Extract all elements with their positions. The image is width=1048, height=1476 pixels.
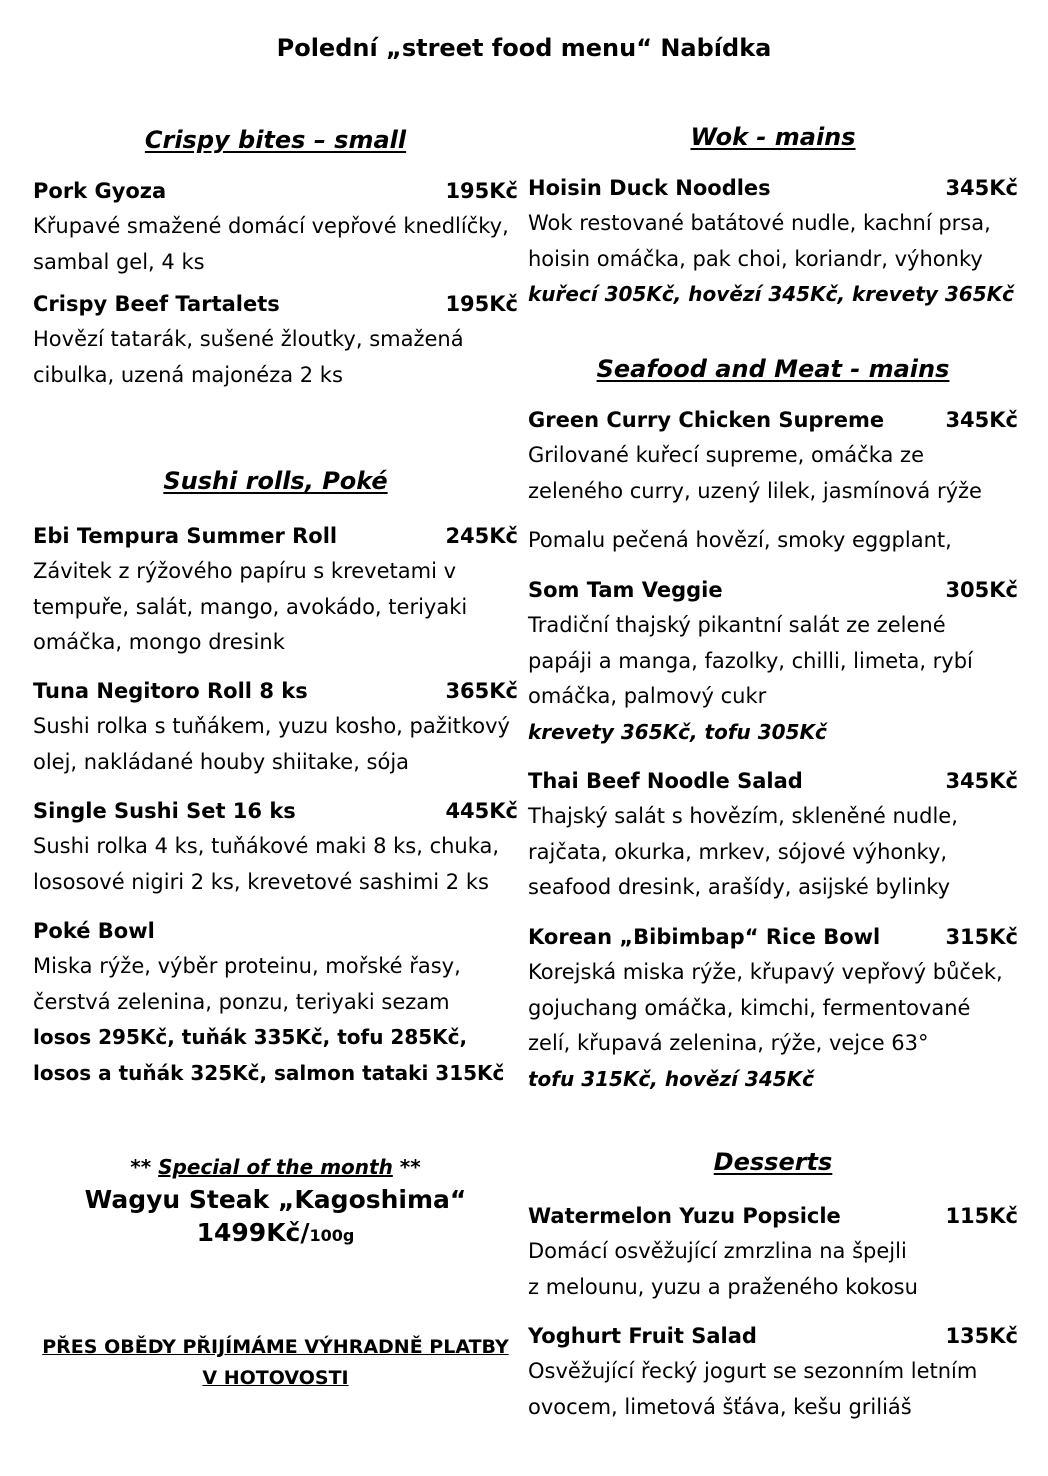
menu-item-watermelon-yuzu-popsicle [528, 1199, 1018, 1305]
menu-item-crispy-beef-tartalets [33, 287, 518, 393]
section-title-desserts: Desserts [713, 1148, 833, 1176]
item-variants: losos 295Kč, tuňák 335Kč, tofu 285Kč, [33, 1025, 468, 1049]
item-description: seafood dresink, arašídy, asijské bylinky [528, 875, 951, 899]
item-description: Thajský salát s hovězím, skleněné nudle, [528, 804, 958, 828]
special-label [33, 1155, 518, 1179]
page-title: Polední „street food menu“ Nabídka [276, 34, 772, 62]
item-price: 445Kč [445, 799, 518, 823]
item-description: rajčata, okurka, mrkev, sójové výhonky, [528, 839, 948, 864]
item-name: Hoisin Duck Noodles [528, 176, 771, 200]
payment-notice [33, 1332, 518, 1394]
item-description: hoisin omáčka, pak choi, koriandr, výhonky [528, 246, 983, 271]
item-description: Sushi rolka 4 ks, tuňákové maki 8 ks, chuka, [33, 834, 500, 858]
menu-item-green-curry-chicken [528, 403, 1018, 509]
item-description: zelí, křupavá zelenina, rýže, vejce 63° [528, 1031, 929, 1055]
item-description: gojuchang omáčka, kimchi, fermentované [528, 995, 971, 1020]
item-variants: losos a tuňák 325Kč, salmon tataki 315Kč [33, 1060, 505, 1085]
item-description: Sushi rolka s tuňákem, yuzu kosho, pažitkový [33, 714, 510, 738]
item-price: 345Kč [945, 176, 1018, 200]
item-variants: krevety 365Kč, tofu 305Kč [528, 719, 827, 744]
item-description: z melounu, yuzu a praženého kokosu [528, 1274, 918, 1299]
item-description: lososové nigiri 2 ks, krevetové sashimi 2 ks [33, 869, 489, 894]
item-description: omáčka, palmový cukr [528, 684, 767, 708]
item-price: 195Kč [445, 179, 518, 203]
item-description: Wok restované batátové nudle, kachní prsa, [528, 211, 991, 235]
item-price: 115Kč [945, 1204, 1018, 1228]
item-description: ovocem, limetová šťáva, kešu griliáš [528, 1394, 912, 1419]
item-description: čerstvá zelenina, ponzu, teriyaki sezam [33, 989, 450, 1014]
item-description: Osvěžující řecký jogurt se sezonním letním [528, 1359, 978, 1383]
item-description: Závitek z rýžového papíru s krevetami v [33, 559, 457, 583]
special-price-unit: 100g [309, 1226, 355, 1245]
item-variants: tofu 315Kč, hovězí 345Kč [528, 1066, 815, 1091]
item-name: Single Sushi Set 16 ks [33, 799, 296, 823]
item-description: Domácí osvěžující zmrzlina na špejli [528, 1239, 907, 1263]
menu-item-hoisin-duck-noodles [528, 171, 1018, 313]
menu-item-yoghurt-fruit-salad [528, 1319, 1018, 1425]
item-name: Thai Beef Noodle Salad [528, 769, 803, 793]
menu-item-poke-bowl [33, 914, 518, 1091]
item-description: sambal gel, 4 ks [33, 249, 205, 274]
menu-item-ebi-tempura-summer-roll [33, 519, 518, 661]
item-price: 345Kč [945, 769, 1018, 793]
item-description: Pomalu pečená hovězí, smoky eggplant, [528, 528, 952, 552]
item-name: Watermelon Yuzu Popsicle [528, 1204, 841, 1228]
item-description: Křupavé smažené domácí vepřové knedlíčky, [33, 214, 509, 238]
item-price: 135Kč [945, 1324, 1018, 1348]
menu-item-slow-cooked-beef [528, 523, 1018, 559]
menu-item-korean-bibimbap [528, 920, 1018, 1097]
section-title-sushi-rolls: Sushi rolls, Poké [163, 467, 388, 495]
item-description: papáji a manga, fazolky, chilli, limeta, rybí [528, 648, 973, 673]
item-description: Hovězí tatarák, sušené žloutky, smažená [33, 327, 464, 351]
section-title-crispy-bites: Crispy bites – small [144, 126, 407, 154]
item-name: Green Curry Chicken Supreme [528, 408, 885, 432]
menu-item-pork-gyoza [33, 174, 518, 280]
item-name: Som Tam Veggie [528, 578, 723, 602]
stars-left: ** [130, 1155, 152, 1179]
item-name: Crispy Beef Tartalets [33, 292, 280, 316]
item-name: Pork Gyoza [33, 179, 167, 203]
item-description: cibulka, uzená majonéza 2 ks [33, 362, 343, 387]
item-description: zeleného curry, uzený lilek, jasmínová rýže [528, 478, 982, 503]
item-variants: kuřecí 305Kč, hovězí 345Kč, krevety 365Kč [528, 282, 1014, 306]
menu-item-single-sushi-set [33, 794, 518, 900]
item-name: Yoghurt Fruit Salad [528, 1324, 757, 1348]
item-description: Grilované kuřecí supreme, omáčka ze [528, 443, 924, 467]
menu-item-thai-beef-noodle-salad [528, 764, 1018, 906]
item-price: 195Kč [445, 292, 518, 316]
item-name: Korean „Bibimbap“ Rice Bowl [528, 925, 881, 949]
item-price: 365Kč [445, 679, 518, 703]
item-description: tempuře, salát, mango, avokádo, teriyaki [33, 594, 468, 619]
special-of-the-month [33, 1155, 518, 1247]
menu-item-som-tam-veggie [528, 573, 1018, 750]
notice-line: PŘES OBĚDY PŘIJÍMÁME VÝHRADNĚ PLATBY [42, 1336, 509, 1358]
item-description: omáčka, mongo dresink [33, 630, 285, 654]
item-description: Miska rýže, výběr proteinu, mořské řasy, [33, 954, 461, 978]
item-price: 315Kč [945, 925, 1018, 949]
section-title-seafood-meat: Seafood and Meat - mains [596, 355, 950, 383]
item-description: Korejská miska rýže, křupavý vepřový bůček, [528, 960, 1003, 984]
item-description: Tradiční thajský pikantní salát ze zelené [528, 613, 946, 637]
special-price [33, 1218, 518, 1247]
stars-right: ** [399, 1155, 421, 1179]
item-name: Tuna Negitoro Roll 8 ks [33, 679, 308, 703]
item-description: olej, nakládané houby shiitake, sója [33, 749, 410, 774]
item-price: 245Kč [445, 524, 518, 548]
notice-line: V HOTOVOSTI [202, 1367, 349, 1389]
section-title-wok-mains: Wok - mains [690, 123, 856, 151]
item-price: 345Kč [945, 408, 1018, 432]
item-price: 305Kč [945, 578, 1018, 602]
special-label-text: Special of the month [158, 1155, 393, 1179]
special-name: Wagyu Steak „Kagoshima“ [84, 1185, 467, 1214]
special-price-value: 1499Kč/ [196, 1218, 310, 1247]
item-name: Ebi Tempura Summer Roll [33, 524, 338, 548]
menu-item-tuna-negitoro-roll [33, 674, 518, 780]
item-name: Poké Bowl [33, 919, 155, 943]
